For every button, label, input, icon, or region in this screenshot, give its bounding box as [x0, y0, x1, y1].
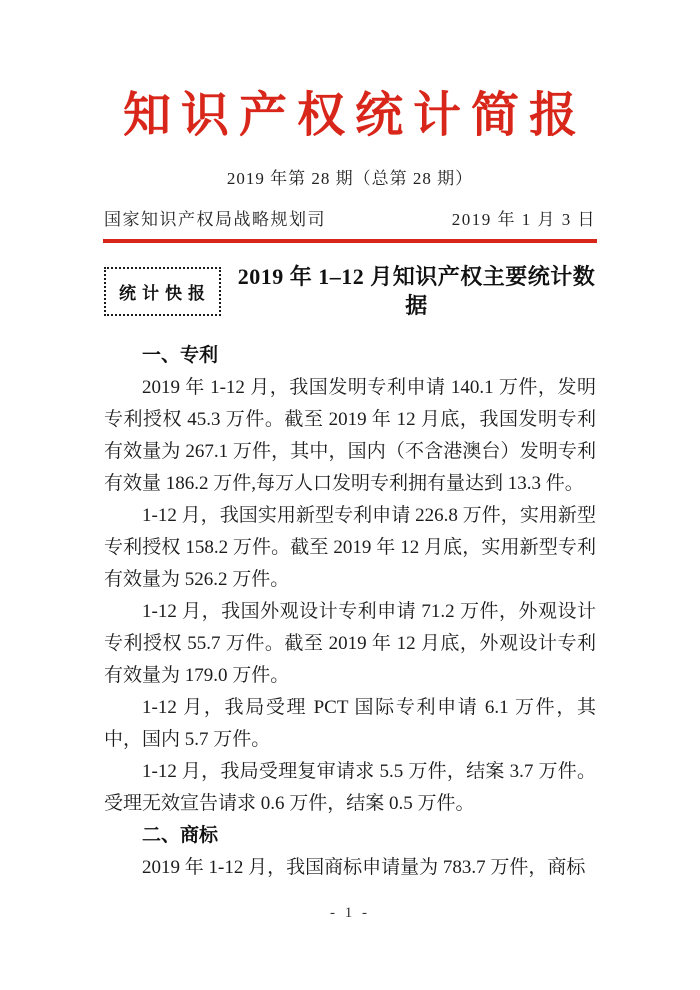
bulletin-badge: 统计快报 — [104, 267, 221, 316]
document-body — [104, 340, 596, 884]
paragraph-design-patent: 1-12 月，我国外观设计专利申请 71.2 万件，外观设计专利授权 55.7 万件。截至 2019 年 12 月底，外观设计专利有效量为 179.0 万件。 — [104, 601, 596, 687]
document-headline: 2019 年 1–12 月知识产权主要统计数据 — [237, 264, 596, 318]
masthead-title: 知识产权统计简报 — [122, 89, 587, 142]
masthead-rule — [103, 239, 597, 243]
section-heading-trademark: 二、商标 — [142, 825, 219, 847]
section-heading-patent: 一、专利 — [142, 345, 219, 367]
issue-date: 2019 年 1 月 3 日 — [451, 210, 596, 229]
byline — [104, 205, 596, 230]
paragraph-reexamination: 1-12 月，我局受理复审请求 5.5 万件，结案 3.7 万件。受理无效宣告请求 0.6 万件，结案 0.5 万件。 — [104, 761, 596, 815]
paragraph-invention-patent: 2019 年 1-12 月，我国发明专利申请 140.1 万件，发明专利授权 45.3 万件。截至 2019 年 12 月底，我国发明专利有效量为 267.1 万件，其中，国内（不含港澳台）发明专利有效量 186.2 万件,每万人口发明专利拥有量达到 13.3 件。 — [104, 377, 596, 495]
issuer-name: 国家知识产权局战略规划司 — [104, 210, 326, 229]
paragraph-trademark: 2019 年 1-12 月，我国商标申请量为 783.7 万件，商标 — [142, 857, 586, 879]
paragraph-utility-model: 1-12 月，我国实用新型专利申请 226.8 万件，实用新型专利授权 158.2 万件。截至 2019 年 12 月底，实用新型专利有效量为 526.2 万件。 — [104, 505, 596, 591]
paragraph-pct-application: 1-12 月，我局受理 PCT 国际专利申请 6.1 万件，其中，国内 5.7 万件。 — [104, 697, 596, 751]
issue-line: 2019 年第 28 期（总第 28 期） — [226, 169, 474, 188]
page-number: - 1 - — [330, 905, 370, 921]
headline-row — [104, 263, 596, 320]
